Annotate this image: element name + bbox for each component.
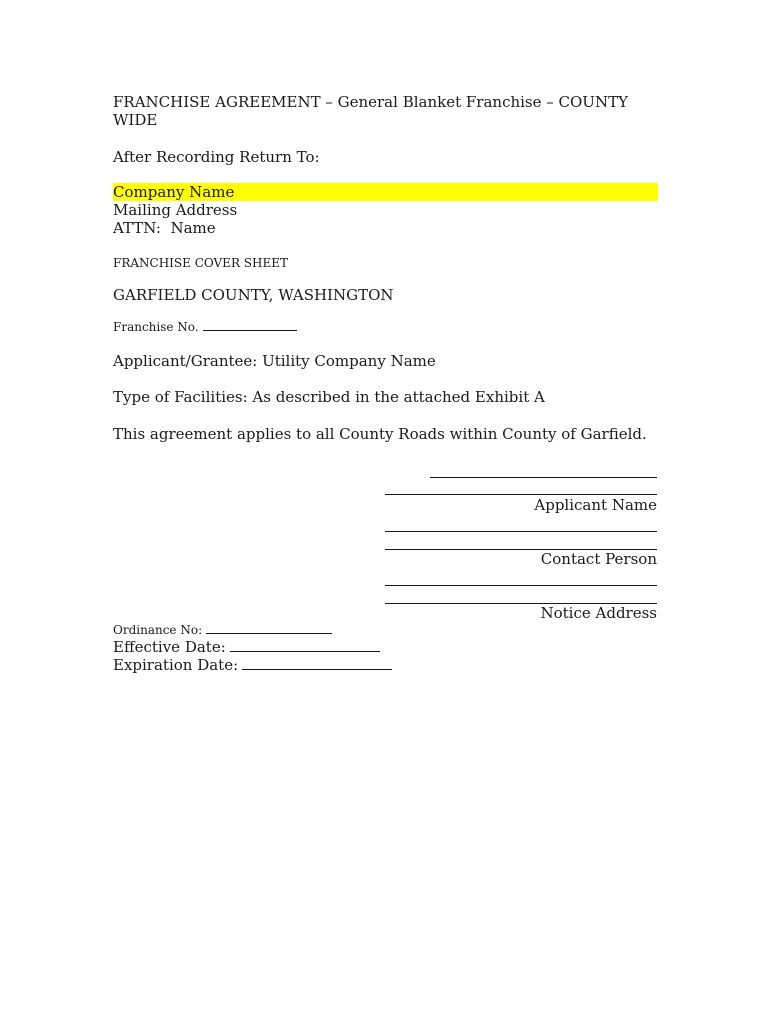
expiration-date-field	[113, 656, 392, 674]
franchise-number-label: Franchise No.	[113, 320, 199, 334]
notice-line-upper	[385, 585, 657, 586]
document-title: FRANCHISE AGREEMENT – General Blanket Franchise – COUNTY WIDE	[113, 93, 628, 129]
notice-address-label: Notice Address	[540, 604, 657, 622]
applicant-grantee-line: Applicant/Grantee: Utility Company Name	[113, 352, 436, 370]
effective-date-field	[113, 638, 380, 656]
applies-statement: This agreement applies to all County Roads within County of Garfield.	[113, 425, 647, 443]
applicant-name-line	[385, 494, 657, 495]
expiration-date-label: Expiration Date:	[113, 656, 239, 674]
mailing-address-line: Mailing Address	[113, 201, 238, 219]
effective-date-blank	[230, 650, 380, 652]
cover-sheet-heading: FRANCHISE COVER SHEET	[113, 256, 289, 270]
contact-line-upper	[385, 531, 657, 532]
franchise-number-blank	[203, 329, 297, 331]
county-heading: GARFIELD COUNTY, WASHINGTON	[113, 286, 394, 304]
expiration-date-blank	[242, 668, 392, 670]
facilities-type-line: Type of Facilities: As described in the attached Exhibit A	[113, 388, 545, 406]
effective-date-label: Effective Date:	[113, 638, 226, 656]
company-name-line: Company Name	[113, 183, 658, 201]
ordinance-number-blank	[206, 632, 332, 634]
ordinance-number-label: Ordinance No:	[113, 623, 203, 637]
signature-line	[430, 477, 657, 478]
return-to-label: After Recording Return To:	[113, 148, 320, 166]
attn-line: ATTN: Name	[113, 219, 216, 237]
ordinance-number-field	[113, 623, 332, 638]
applicant-name-label: Applicant Name	[534, 496, 657, 514]
return-address-block	[113, 183, 658, 237]
franchise-number-field	[113, 320, 297, 335]
contact-person-label: Contact Person	[540, 550, 657, 568]
